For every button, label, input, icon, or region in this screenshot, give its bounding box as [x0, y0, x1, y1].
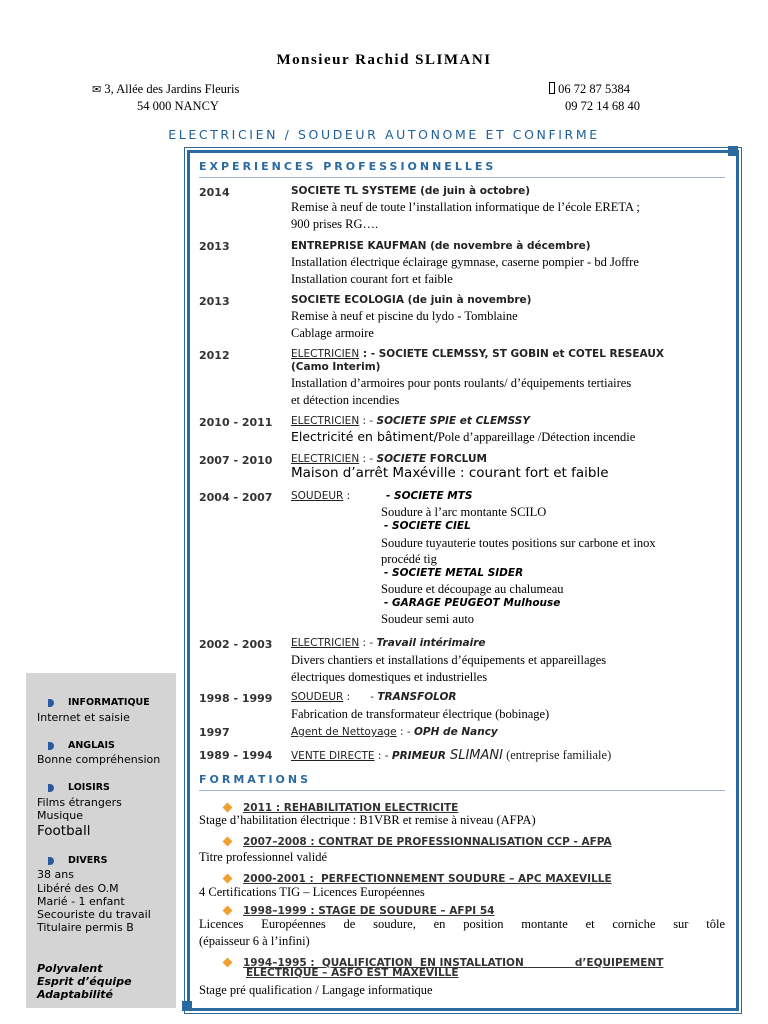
- formation-title: 2000-2001 : PERFECTIONNEMENT SOUDURE – APC MAXEVILLE: [243, 873, 612, 885]
- exp-company-b: SLIMANI: [445, 748, 503, 763]
- exp-desc: 900 prises RG….: [291, 217, 379, 231]
- exp-desc: (entreprise familiale): [502, 748, 612, 762]
- exp-desc: Divers chantiers et installations d’équipements et appareillages: [291, 653, 607, 667]
- exp-role: Agent de Nettoyage: [291, 726, 397, 738]
- exp-sep: : -: [359, 415, 377, 427]
- exp-desc-line: [291, 429, 635, 445]
- exp-company-b: FORCLUM: [426, 453, 487, 465]
- frame-corner: [182, 1001, 192, 1011]
- address-line-1: 3, Allée des Jardins Fleuris: [104, 82, 240, 96]
- exp-desc: et détection incendies: [291, 393, 400, 407]
- sidebar-text: Titulaire permis B: [37, 921, 134, 934]
- formation-desc: Stage d’habilitation électrique : B1VBR et remise à niveau (AFPA): [199, 813, 536, 827]
- exp-year: 2012: [199, 349, 230, 362]
- sidebar-text: Internet et saisie: [37, 711, 130, 724]
- exp-desc: Pole d’appareillage /Détection incendie: [437, 430, 636, 444]
- exp-desc: procédé tig: [381, 552, 437, 566]
- exp-sub-company: - GARAGE PEUGEOT Mulhouse: [384, 597, 561, 609]
- section-rule: [199, 790, 725, 791]
- phone-1: 06 72 87 5384: [558, 82, 630, 96]
- phone-2: 09 72 14 68 40: [565, 99, 640, 113]
- diamond-bullet-icon: [223, 802, 233, 812]
- formation-desc: (épaisseur 6 à l’infini): [199, 934, 310, 948]
- section-rule: [199, 177, 725, 178]
- half-circle-bullet-icon: [48, 857, 54, 865]
- exp-role: ELECTRICIEN: [291, 348, 360, 360]
- exp-desc: Cablage armoire: [291, 326, 374, 340]
- exp-company: SOCIETE TL SYSTEME (de juin à octobre): [291, 185, 531, 197]
- exp-sep: :: [343, 490, 351, 502]
- address-line-2: 54 000 NANCY: [137, 99, 219, 113]
- exp-role: VENTE DIRECTE: [291, 750, 375, 762]
- sidebar-text: Bonne compréhension: [37, 753, 161, 766]
- exp-company: ENTREPRISE KAUFMAN (de novembre à décembre): [291, 240, 591, 252]
- formation-desc: Titre professionnel validé: [199, 850, 327, 864]
- exp-company-line: [291, 748, 611, 763]
- exp-company: OPH de Nancy: [413, 726, 498, 738]
- phone-icon: [549, 82, 555, 94]
- formation-title-line: [224, 832, 612, 850]
- headline: ELECTRICIEN / SOUDEUR AUTONOME ET CONFIRME: [168, 127, 600, 142]
- exp-desc: Fabrication de transformateur électrique (bobinage): [291, 707, 550, 721]
- diamond-bullet-icon: [223, 873, 233, 883]
- sidebar-heading: LOISIRS: [48, 782, 110, 793]
- formation-desc: Stage pré qualification / Langage informatique: [199, 983, 433, 997]
- diamond-bullet-icon: [223, 905, 233, 915]
- exp-company-line: [291, 415, 530, 427]
- exp-desc: Soudure tuyauterie toutes positions sur carbone et inox: [381, 536, 656, 550]
- sidebar-text: Films étrangers: [37, 796, 122, 809]
- exp-role: ELECTRICIEN: [291, 453, 360, 465]
- section-title-experiences: EXPERIENCES PROFESSIONNELLES: [199, 160, 497, 173]
- exp-company-line: [291, 490, 350, 502]
- exp-desc: Installation courant fort et faible: [291, 272, 453, 286]
- exp-company: SOCIETE SPIE et CLEMSSY: [376, 415, 530, 427]
- exp-year: 2002 - 2003: [199, 638, 273, 651]
- exp-desc: Remise à neuf et piscine du lydo - Tomblaine: [291, 309, 518, 323]
- half-circle-bullet-icon: [48, 784, 54, 792]
- exp-company-line: [291, 453, 487, 465]
- exp-company-line: [291, 348, 664, 360]
- sidebar-quality: Polyvalent: [37, 962, 103, 975]
- sidebar-text: Marié - 1 enfant: [37, 895, 125, 908]
- exp-sub-company: - SOCIETE MTS: [386, 490, 473, 502]
- exp-company: : - SOCIETE CLEMSSY, ST GOBIN et COTEL RESEAUX: [359, 348, 664, 360]
- sidebar-heading: DIVERS: [48, 855, 107, 866]
- formation-title: 1998–1999 : STAGE DE SOUDURE – AFPI 54: [243, 905, 495, 917]
- exp-desc: Remise à neuf de toute l’installation informatique de l’école ERETA ;: [291, 200, 640, 214]
- exp-desc: électriques domestiques et industrielles: [291, 670, 488, 684]
- diamond-bullet-icon: [223, 957, 233, 967]
- exp-role: ELECTRICIEN: [291, 415, 360, 427]
- exp-desc: Soudeur semi auto: [381, 612, 475, 626]
- half-circle-bullet-icon: [48, 742, 54, 750]
- exp-company-line: [291, 691, 457, 703]
- section-title-formations: FORMATIONS: [199, 773, 312, 786]
- exp-company-agency: (Camo Interim): [291, 361, 381, 373]
- exp-company-line: [291, 726, 498, 738]
- sidebar-quality: Esprit d’équipe: [37, 975, 132, 988]
- sidebar-heading: INFORMATIQUE: [48, 697, 150, 708]
- exp-desc: Electricité en bâtiment/: [291, 429, 438, 444]
- exp-sep: : -: [359, 637, 377, 649]
- exp-company: SOCIETE ECOLOGIA (de juin à novembre): [291, 294, 532, 306]
- exp-role: SOUDEUR: [291, 490, 344, 502]
- exp-year: 1998 - 1999: [199, 692, 273, 705]
- exp-year: 2013: [199, 295, 230, 308]
- sidebar-text: 38 ans: [37, 868, 74, 881]
- sidebar-text: Football: [37, 823, 91, 839]
- exp-role: ELECTRICIEN: [291, 637, 360, 649]
- exp-desc: Installation d’armoires pour ponts roulants/ d’équipements tertiaires: [291, 376, 632, 390]
- exp-role: SOUDEUR: [291, 691, 344, 703]
- sidebar-text: Secouriste du travail: [37, 908, 151, 921]
- exp-year: 1989 - 1994: [199, 749, 273, 762]
- sidebar-text: Musique: [37, 809, 83, 822]
- exp-sep: : -: [396, 726, 414, 738]
- phone-block: [549, 80, 630, 98]
- exp-year: 1997: [199, 726, 230, 739]
- exp-year: 2004 - 2007: [199, 491, 273, 504]
- exp-sep: : -: [343, 691, 378, 703]
- formation-title: 2011 : REHABILITATION ELECTRICITE: [243, 802, 459, 814]
- envelope-icon: ✉: [92, 84, 102, 96]
- exp-year: 2010 - 2011: [199, 416, 273, 429]
- exp-year: 2007 - 2010: [199, 454, 273, 467]
- exp-sep: : -: [374, 750, 392, 762]
- exp-sep: : -: [359, 453, 377, 465]
- exp-sub-company: - SOCIETE METAL SIDER: [384, 567, 524, 579]
- exp-desc: Soudure à l’arc montante SCILO: [381, 505, 547, 519]
- exp-sub-company: - SOCIETE CIEL: [384, 520, 471, 532]
- exp-company-line: [291, 637, 486, 649]
- exp-company: TRANSFOLOR: [377, 691, 457, 703]
- formation-desc: 4 Certifications TIG – Licences Européennes: [199, 885, 425, 899]
- exp-desc: Soudure et découpage au chalumeau: [381, 582, 564, 596]
- sidebar-text: Libéré des O.M: [37, 882, 119, 895]
- formation-title: 1994–1995 : QUALIFICATION EN INSTALLATION d’EQUIPEMENT: [243, 957, 664, 969]
- exp-year: 2014: [199, 186, 230, 199]
- exp-company: Travail intérimaire: [376, 637, 486, 649]
- exp-company: PRIMEUR: [391, 750, 446, 762]
- exp-year: 2013: [199, 240, 230, 253]
- half-circle-bullet-icon: [48, 699, 54, 707]
- formation-title-cont: ELECTRIQUE – ASFO EST MAXEVILLE: [246, 967, 459, 979]
- exp-company: SOCIETE: [376, 453, 427, 465]
- sidebar-heading: ANGLAIS: [48, 740, 115, 751]
- formation-desc: Licences Européennes de soudure, en position montante et corniche sur tôle: [199, 917, 725, 931]
- sidebar-quality: Adaptabilité: [37, 988, 113, 1001]
- diamond-bullet-icon: [223, 836, 233, 846]
- exp-desc: Installation électrique éclairage gymnase, caserne pompier - bd Joffre: [291, 255, 639, 269]
- frame-corner: [728, 146, 738, 156]
- candidate-name: Monsieur Rachid SLIMANI: [276, 52, 492, 68]
- formation-title: 2007–2008 : CONTRAT DE PROFESSIONNALISATION CCP - AFPA: [243, 836, 612, 848]
- exp-desc: Maison d’arrêt Maxéville : courant fort et faible: [291, 465, 609, 481]
